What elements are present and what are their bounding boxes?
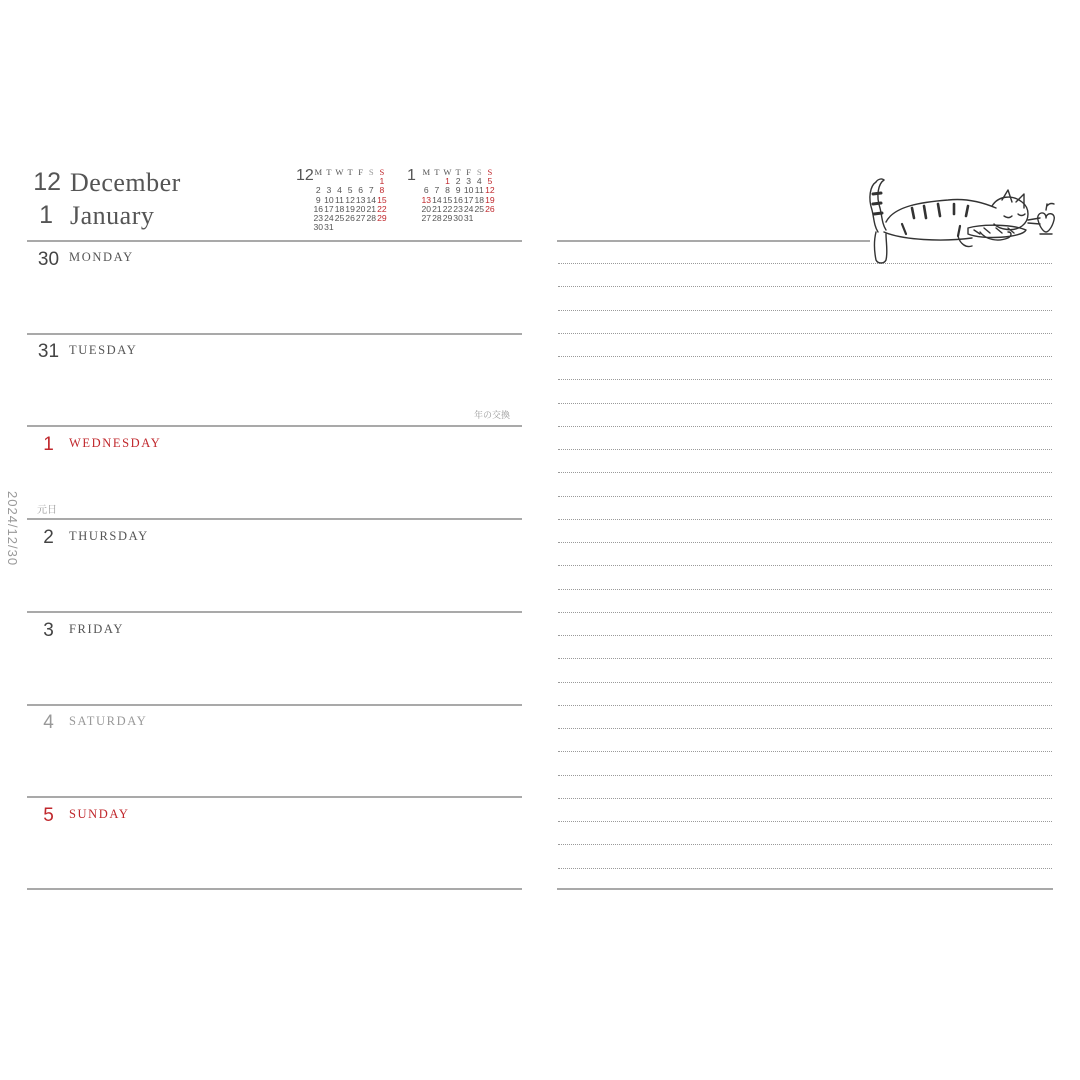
day-number-wednesday: 1 xyxy=(43,434,54,455)
mini-calendar-date: 4 xyxy=(337,185,342,196)
month-number-1: 12 xyxy=(33,168,61,196)
mini-calendar-weekday: T xyxy=(455,167,461,177)
holiday-label: 元日 xyxy=(37,505,57,516)
mini-calendar-grid xyxy=(421,168,495,223)
day-note-tuesday: 年の交換 xyxy=(474,411,511,421)
mini-calendar-date: 11 xyxy=(335,194,344,205)
mini-calendar-date: 15 xyxy=(377,194,387,205)
mini-calendar-date: 3 xyxy=(326,185,332,196)
mini-calendar-date: 27 xyxy=(355,213,366,224)
mini-calendar-month-number: 1 xyxy=(407,167,416,184)
mini-calendar-date: 1 xyxy=(445,176,450,187)
mini-calendar-weekday: S xyxy=(487,167,493,177)
mini-calendar-date: 29 xyxy=(377,213,387,224)
mini-calendar-date: 23 xyxy=(453,203,463,214)
note-line xyxy=(558,798,1052,799)
mini-calendar-date: 2 xyxy=(315,185,321,196)
day-divider xyxy=(27,796,522,798)
day-number-thursday: 2 xyxy=(43,527,54,548)
mini-calendar-date: 20 xyxy=(355,203,366,214)
note-line xyxy=(558,589,1052,590)
mini-calendar-date xyxy=(355,223,366,232)
day-divider xyxy=(27,704,522,706)
mini-calendar-date: 17 xyxy=(324,203,334,214)
mini-calendar-date: 17 xyxy=(463,194,474,205)
mini-calendar-weekday: T xyxy=(347,167,353,177)
mini-calendar-date xyxy=(366,223,377,232)
mini-calendar-date: 14 xyxy=(366,194,377,205)
note-line xyxy=(558,403,1052,404)
note-line xyxy=(558,775,1052,776)
mini-calendar-date xyxy=(345,223,356,232)
mini-calendar-date: 2 xyxy=(455,176,461,187)
mini-calendar-date: 25 xyxy=(334,213,345,224)
mini-calendar-date: 19 xyxy=(345,203,355,214)
day-name-saturday: SATURDAY xyxy=(69,714,148,728)
cat-illustration-icon xyxy=(862,176,1058,270)
mini-calendar-date: 9 xyxy=(315,194,321,205)
mini-calendar-date: 16 xyxy=(453,194,463,205)
day-name-friday: FRIDAY xyxy=(69,622,124,636)
mini-calendar-date: 30 xyxy=(313,222,324,233)
mini-calendar-date xyxy=(334,223,345,232)
day-name-monday: MONDAY xyxy=(69,250,134,264)
header-rule xyxy=(27,240,522,242)
mini-calendar-weekday: T xyxy=(326,167,332,177)
note-line xyxy=(558,705,1052,706)
day-number-saturday: 4 xyxy=(43,712,54,733)
mini-calendar-date: 1 xyxy=(379,176,385,187)
mini-calendar-date: 18 xyxy=(334,203,345,214)
note-line xyxy=(558,658,1052,659)
day-divider xyxy=(27,425,522,427)
note-line xyxy=(558,751,1052,752)
mini-calendar-date: 26 xyxy=(485,203,495,214)
note-line xyxy=(558,635,1052,636)
day-divider xyxy=(27,611,522,613)
note-line xyxy=(558,519,1052,520)
day-divider xyxy=(27,333,522,335)
day-number-monday: 30 xyxy=(37,249,60,270)
mini-calendar-weekday: F xyxy=(358,167,364,177)
mini-calendar-date: 21 xyxy=(432,203,442,214)
mini-calendar-date: 11 xyxy=(474,185,484,196)
mini-calendar-date: 28 xyxy=(432,213,442,224)
mini-calendar-weekday: S xyxy=(368,167,374,177)
mini-calendar-date: 20 xyxy=(421,203,432,214)
note-line xyxy=(558,728,1052,729)
note-line xyxy=(558,356,1052,357)
month-number-2: 1 xyxy=(39,201,53,229)
mini-calendar-date: 4 xyxy=(476,176,482,187)
day-number-sunday: 5 xyxy=(43,805,54,826)
note-line xyxy=(558,426,1052,427)
mini-calendar-date: 13 xyxy=(355,194,366,205)
mini-calendar-date: 12 xyxy=(485,185,495,196)
mini-calendar-date: 18 xyxy=(474,194,485,205)
note-line xyxy=(558,565,1052,566)
mini-calendar-date: 12 xyxy=(345,194,355,205)
note-line xyxy=(558,472,1052,473)
mini-calendar-date: 8 xyxy=(379,185,385,196)
mini-calendar-date: 9 xyxy=(455,185,461,196)
mini-calendar-date: 22 xyxy=(377,203,387,214)
notes-top-rule xyxy=(557,240,870,242)
mini-calendar-date: 24 xyxy=(463,203,474,214)
mini-calendar-date: 22 xyxy=(442,203,453,214)
notes-bottom-rule xyxy=(557,888,1053,890)
note-line xyxy=(558,868,1052,869)
mini-calendar-date: 6 xyxy=(423,185,429,196)
mini-calendar-date: 24 xyxy=(324,213,334,224)
note-line xyxy=(558,821,1052,822)
mini-calendar-weekday: M xyxy=(314,167,323,177)
mini-calendar-date: 8 xyxy=(445,185,450,196)
note-line xyxy=(558,449,1052,450)
month-name-2: January xyxy=(70,201,155,230)
mini-calendar-grid xyxy=(313,168,387,232)
mini-calendar-date: 25 xyxy=(474,203,485,214)
mini-calendar-month-number: 12 xyxy=(296,167,314,184)
mini-calendar-date: 29 xyxy=(442,213,453,224)
mini-calendar-date: 7 xyxy=(434,185,440,196)
mini-calendar-date: 14 xyxy=(432,194,442,205)
mini-calendar-date: 30 xyxy=(453,213,463,224)
mini-calendar-date: 27 xyxy=(421,213,432,224)
note-line xyxy=(558,844,1052,845)
mini-calendar-weekday: M xyxy=(422,167,431,177)
note-line xyxy=(558,682,1052,683)
side-date-label: 2024/12/30 xyxy=(5,491,20,567)
day-name-thursday: THURSDAY xyxy=(69,529,149,543)
mini-calendar-date: 10 xyxy=(463,185,474,196)
mini-calendar-date: 26 xyxy=(345,213,355,224)
mini-calendar-date xyxy=(474,214,485,223)
note-line xyxy=(558,542,1052,543)
note-line xyxy=(558,333,1052,334)
mini-calendar-weekday: S xyxy=(476,167,482,177)
day-name-tuesday: TUESDAY xyxy=(69,343,138,357)
mini-calendar-date: 6 xyxy=(358,185,364,196)
mini-calendar-weekday: W xyxy=(335,167,344,177)
day-divider xyxy=(27,888,522,890)
mini-calendar-date: 31 xyxy=(324,222,334,233)
mini-calendar-weekday: W xyxy=(443,167,452,177)
day-divider xyxy=(27,518,522,520)
mini-calendar-date: 23 xyxy=(313,213,324,224)
day-number-tuesday: 31 xyxy=(37,341,60,362)
mini-calendar-date: 10 xyxy=(324,194,334,205)
mini-calendar-date xyxy=(485,214,496,223)
mini-calendar-date xyxy=(377,223,388,232)
mini-calendar-date: 16 xyxy=(313,203,324,214)
mini-calendar-date: 3 xyxy=(466,176,472,187)
mini-calendar-weekday: S xyxy=(379,167,385,177)
mini-calendar-weekday: F xyxy=(466,167,472,177)
mini-calendar-date: 15 xyxy=(442,194,453,205)
note-line xyxy=(558,496,1052,497)
mini-calendar-date: 13 xyxy=(421,194,432,205)
note-line xyxy=(558,286,1052,287)
mini-calendar-date: 31 xyxy=(463,213,474,224)
day-name-wednesday: WEDNESDAY xyxy=(69,436,162,450)
mini-calendar-date: 5 xyxy=(487,176,493,187)
mini-calendar-date: 28 xyxy=(366,213,377,224)
month-name-1: December xyxy=(70,168,181,197)
note-line xyxy=(558,310,1052,311)
note-line xyxy=(558,379,1052,380)
mini-calendar-date: 19 xyxy=(485,194,495,205)
mini-calendar-date: 7 xyxy=(368,185,374,196)
mini-calendar-weekday: T xyxy=(434,167,440,177)
mini-calendar-date: 5 xyxy=(347,185,353,196)
mini-calendar-date: 21 xyxy=(366,203,377,214)
note-line xyxy=(558,612,1052,613)
day-number-friday: 3 xyxy=(43,620,54,641)
day-name-sunday: SUNDAY xyxy=(69,807,130,821)
